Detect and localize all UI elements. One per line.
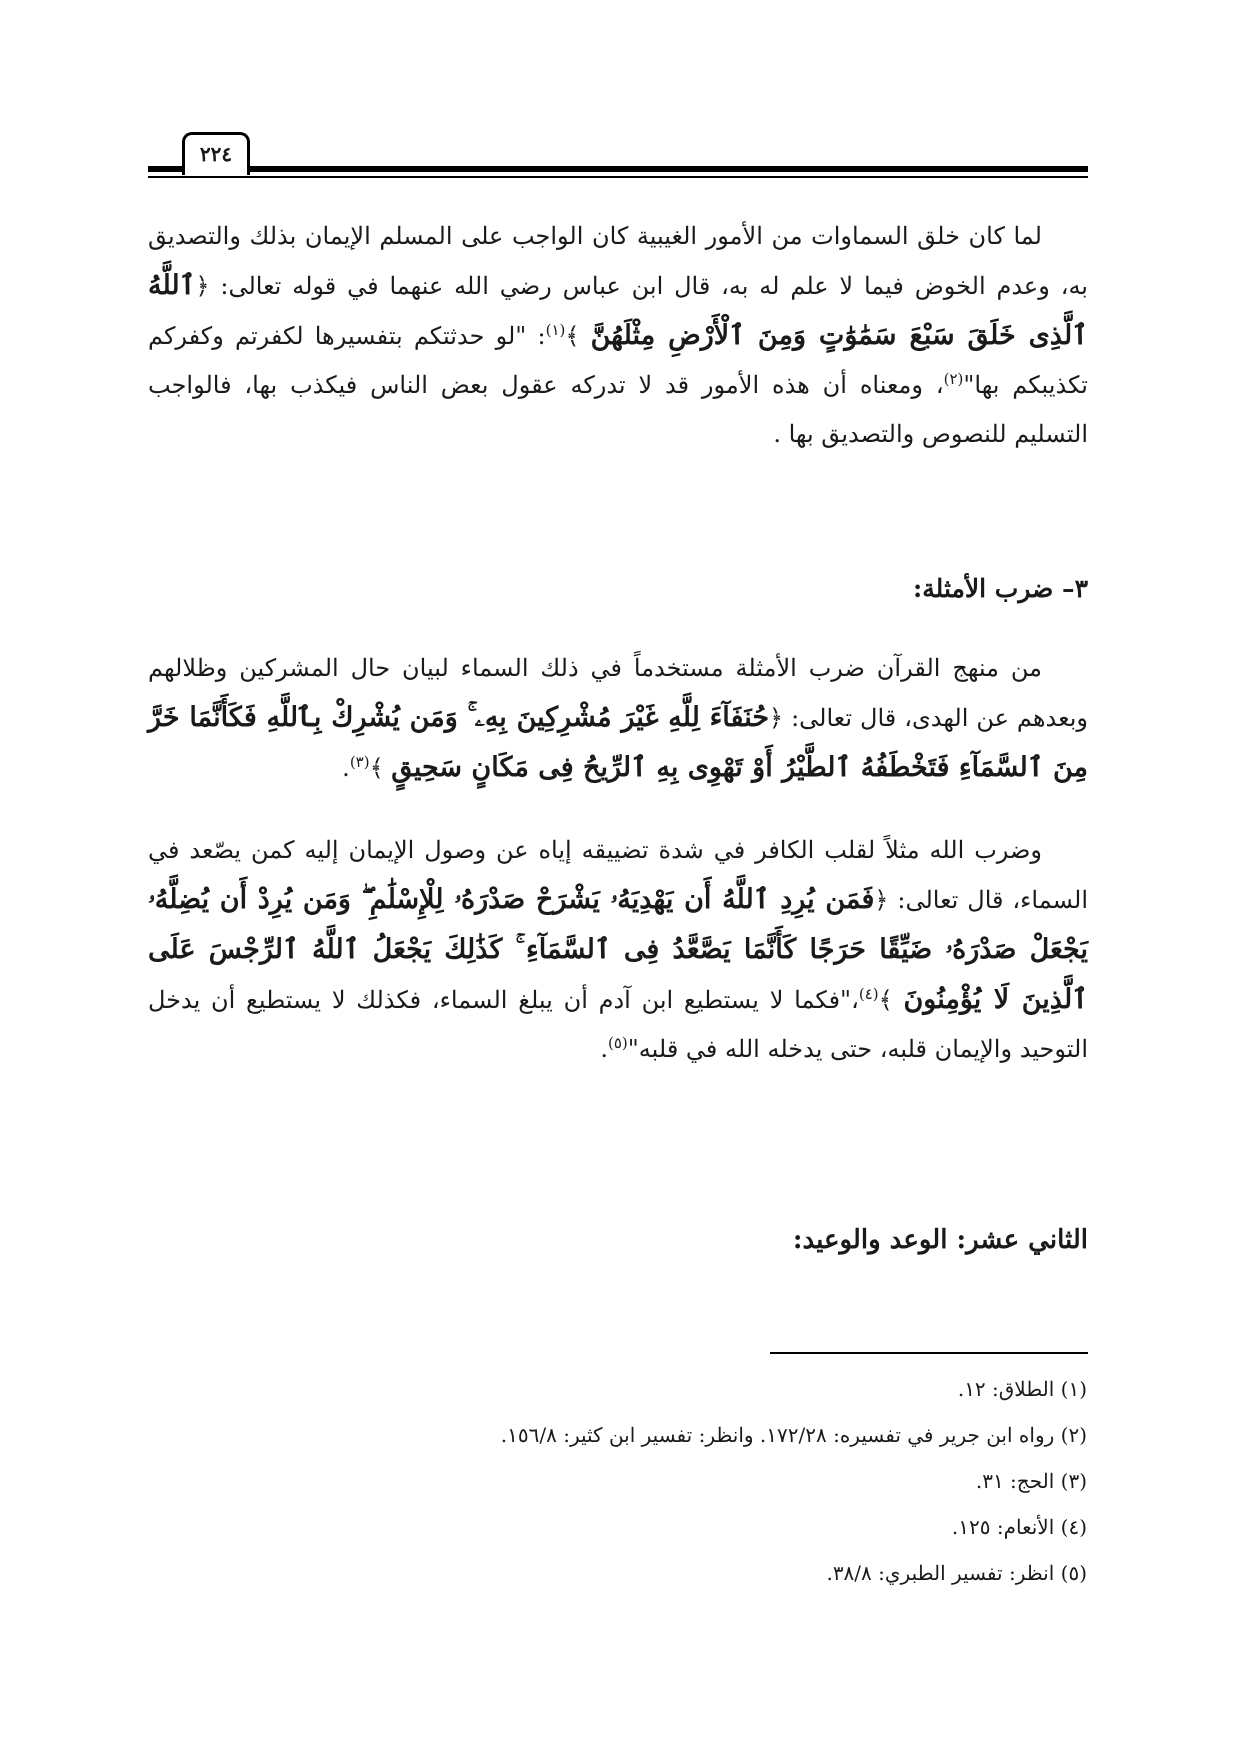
footnote-ref-4[interactable]: (٤) bbox=[858, 985, 879, 1003]
p1-quran-close: ﴾ bbox=[565, 322, 591, 350]
paragraph-1 bbox=[148, 212, 1088, 459]
footnote-ref-5[interactable]: (٥) bbox=[607, 1034, 628, 1052]
footnote-ref-2[interactable]: (٢) bbox=[943, 370, 964, 388]
p2-text-end: . bbox=[342, 754, 350, 782]
p3-quran-close: ﴾ bbox=[878, 986, 904, 1014]
footnotes-list bbox=[152, 1366, 1087, 1596]
p2-text-before: من منهج القرآن ضرب الأمثلة مستخدماً في ذلك السماء لبيان حال المشركين وظلالهم وبعدهم عن الهدى، قال تعالى: ﴿ bbox=[148, 654, 1088, 732]
p1-text-middle: : "لو حدثتكم بتفسيرها لكفرتم وكفركم تكذيبكم بها" bbox=[148, 322, 1088, 399]
p2-quran-close: ﴾ bbox=[369, 754, 392, 782]
p1-quran-verse: ٱللَّهُ ٱلَّذِى خَلَقَ سَبْعَ سَمَٰوَٰتٍ وَمِنَ ٱلْأَرْضِ مِثْلَهُنَّ bbox=[148, 270, 1088, 351]
page-header bbox=[148, 118, 1088, 178]
p3-text-middle: ،"فكما لا يستطيع ابن آدم أن يبلغ السماء، فكذلك لا يستطيع أن يدخل التوحيد والإيمان قلبه، حتى يدخله الله في قلبه" bbox=[148, 986, 1088, 1063]
footnote-item: (٢) رواه ابن جرير في تفسيره: ١٧٢/٢٨. وانظر: تفسير ابن كثير: ١٥٦/٨. bbox=[500, 1423, 1087, 1447]
p1-text-end: ، ومعناه أن هذه الأمور قد لا تدركه عقول بعض الناس فيكذب بها، فالواجب التسليم للنصوص والتصديق بها . bbox=[148, 371, 1088, 448]
header-rule-thin bbox=[148, 176, 1088, 178]
footnote-ref-1[interactable]: (١) bbox=[545, 321, 566, 339]
p3-text-end: . bbox=[600, 1035, 608, 1063]
p2-quran-verse: حُنَفَآءَ لِلَّهِ غَيْرَ مُشْرِكِينَ بِهِۦ ۚ وَمَن يُشْرِكْ بِٱللَّهِ فَكَأَنَّمَا خَرَّ مِنَ ٱلسَّمَآءِ فَتَخْطَفُهُ ٱلطَّيْرُ أَوْ تَهْوِى بِهِ ٱلرِّيحُ فِى مَكَانٍ سَحِيقٍ bbox=[148, 702, 1088, 783]
footnote-item: (١) الطلاق: ١٢. bbox=[957, 1377, 1087, 1401]
p1-text-before: لما كان خلق السماوات من الأمور الغيبية كان الواجب على المسلم الإيمان بذلك والتصديق به، وعدم الخوض فيما لا علم له به، قال ابن عباس رضي الله عنهما في قوله تعالى: ﴿ bbox=[148, 222, 1088, 300]
footnote-separator bbox=[770, 1352, 1088, 1354]
p3-quran-verse: فَمَن يُرِدِ ٱللَّهُ أَن يَهْدِيَهُۥ يَشْرَحْ صَدْرَهُۥ لِلْإِسْلَٰمِ ۖ وَمَن يُرِدْ أَن يُضِلَّهُۥ يَجْعَلْ صَدْرَهُۥ ضَيِّقًا حَرَجًا كَأَنَّمَا يَصَّعَّدُ فِى ٱلسَّمَآءِ ۚ كَذَٰلِكَ يَجْعَلُ ٱللَّهُ ٱلرِّجْسَ عَلَى ٱلَّذِينَ لَا يُؤْمِنُونَ bbox=[148, 884, 1088, 1015]
footnote-ref-3[interactable]: (٣) bbox=[349, 753, 370, 771]
section-heading-12: الثاني عشر: الوعد والوعيد: bbox=[792, 1225, 1088, 1255]
footnote-item: (٤) الأنعام: ١٢٥. bbox=[951, 1515, 1087, 1539]
header-rule-thick bbox=[148, 166, 1088, 172]
section-heading-3: ٣– ضرب الأمثلة: bbox=[913, 574, 1088, 603]
footnote-item: (٣) الحج: ٣١. bbox=[975, 1469, 1087, 1493]
paragraph-2 bbox=[148, 644, 1088, 793]
page-number: ٢٢٤ bbox=[182, 132, 250, 175]
footnote-item: (٥) انظر: تفسير الطبري: ٣٨/٨. bbox=[826, 1561, 1087, 1585]
p3-text-before: وضرب الله مثلاً لقلب الكافر في شدة تضييقه إياه عن وصول الإيمان إليه كمن يصّعد في السماء، قال تعالى: ﴿ bbox=[148, 836, 1088, 914]
paragraph-3 bbox=[148, 826, 1088, 1074]
